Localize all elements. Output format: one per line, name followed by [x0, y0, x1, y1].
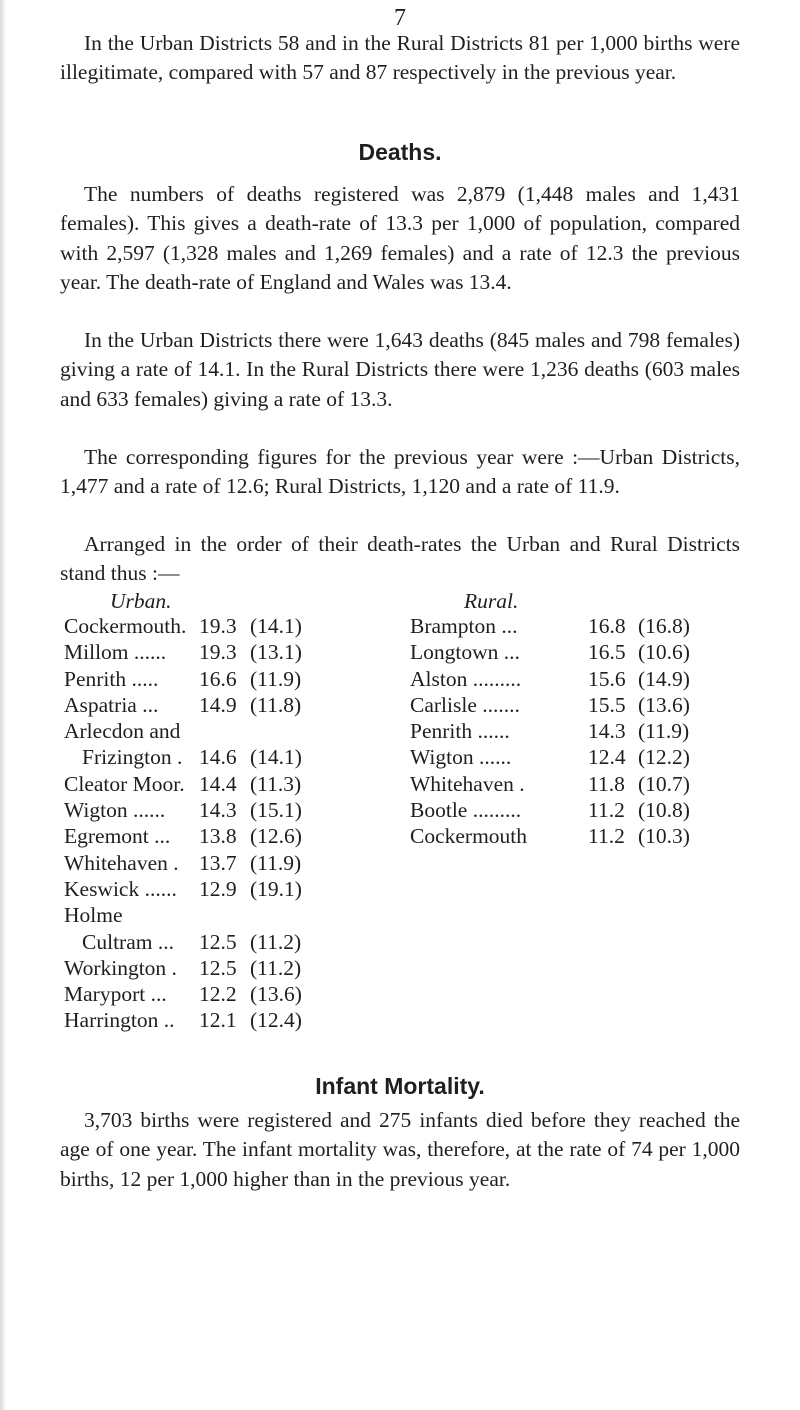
deaths-paragraph-2: In the Urban Districts there were 1,643 deaths (845 males and 798 females) giving a rate of 14.1. In the Rural Districts there were 1,236 deaths (603 males and 633 females) giving a rate of 13.3. — [60, 328, 740, 411]
death-rate: 11.2 — [588, 824, 625, 849]
deaths-paragraph-3: The corresponding figures for the previous year were :—Urban Districts, 1,477 and a rate of 12.6; Rural Districts, 1,120 and a rate of 11.9. — [60, 445, 740, 499]
previous-year-rate: (11.9) — [638, 719, 690, 744]
death-rate: 15.6 — [588, 666, 626, 691]
death-rate: 13.7 — [199, 850, 237, 875]
table-row — [64, 876, 334, 902]
previous-year-rate: (13.1) — [250, 640, 302, 665]
district-name: Harrington .. — [64, 1008, 175, 1033]
district-name: Cockermouth. — [64, 614, 187, 638]
table-row — [410, 718, 730, 744]
death-rate: 15.5 — [588, 692, 626, 717]
table-row — [410, 692, 730, 718]
district-name: Holme — [64, 903, 123, 928]
district-name: Wigton ...... — [410, 745, 512, 770]
table-row — [64, 850, 334, 876]
table-row — [410, 613, 730, 639]
table-row — [64, 823, 334, 849]
table-row — [64, 692, 334, 718]
district-name: Wigton ...... — [64, 798, 166, 823]
death-rate: 19.3 — [199, 640, 237, 665]
infant-mortality-paragraph: 3,703 births were registered and 275 infants died before they reached the age of one year. The infant mortality was, therefore, at the rate of 74 per 1,000 births, 12 per 1,000 higher than in the previous year. — [60, 1108, 740, 1191]
table-row — [410, 823, 730, 849]
death-rate: 12.9 — [199, 876, 237, 901]
previous-year-rate: (14.1) — [250, 745, 302, 770]
previous-year-rate: (12.4) — [250, 1008, 302, 1033]
death-rate: 14.6 — [199, 745, 237, 770]
district-name: Penrith ...... — [410, 719, 510, 744]
district-name: Aspatria ... — [64, 692, 159, 717]
deaths-heading: Deaths. — [358, 139, 442, 165]
table-row — [64, 955, 334, 981]
death-rate: 12.4 — [588, 745, 626, 770]
previous-year-rate: (10.6) — [638, 640, 690, 665]
table-row — [64, 929, 334, 955]
previous-year-rate: (19.1) — [250, 876, 302, 901]
death-rate: 14.4 — [199, 771, 237, 796]
death-rate: 12.1 — [199, 1008, 237, 1033]
table-row — [64, 771, 334, 797]
district-name: Workington . — [64, 955, 177, 980]
previous-year-rate: (11.2) — [250, 929, 302, 954]
page-spine-shadow — [0, 0, 6, 1410]
death-rate: 16.6 — [199, 666, 237, 691]
table-row — [64, 613, 334, 639]
previous-year-rate: (14.9) — [638, 666, 690, 691]
rural-column-heading: Rural. — [464, 589, 519, 613]
previous-year-rate: (10.7) — [638, 771, 690, 796]
table-row — [410, 797, 730, 823]
table-row — [64, 718, 334, 744]
death-rate: 16.8 — [588, 614, 626, 638]
district-name: Alston ......... — [410, 666, 522, 691]
deaths-paragraph-1: The numbers of deaths registered was 2,879 (1,448 males and 1,431 females). This gives a death-rate of 13.3 per 1,000 of population, compared with 2,597 (1,328 males and 1,269 females) and a rate of 12.3 the previous year. The death-rate of England and Wales was 13.4. — [60, 182, 740, 295]
table-row — [410, 744, 730, 770]
table-row — [64, 744, 334, 770]
table-row — [410, 639, 730, 665]
death-rate: 19.3 — [199, 614, 237, 638]
death-rate: 14.3 — [588, 719, 626, 744]
page-number: 7 — [394, 5, 406, 31]
table-row — [64, 666, 334, 692]
previous-year-rate: (10.8) — [638, 798, 690, 823]
district-name: Keswick ...... — [64, 876, 177, 901]
district-name: Frizington . — [82, 745, 183, 770]
table-row — [64, 639, 334, 665]
death-rate: 14.3 — [199, 798, 237, 823]
death-rate: 16.5 — [588, 640, 626, 665]
district-name: Cleator Moor. — [64, 771, 185, 796]
death-rate: 13.8 — [199, 824, 237, 849]
death-rate: 12.2 — [199, 982, 237, 1007]
district-name: Arlecdon and — [64, 719, 181, 744]
district-name: Penrith ..... — [64, 666, 159, 691]
table-row — [410, 666, 730, 692]
table-row — [64, 1007, 334, 1033]
district-name: Brampton ... — [410, 614, 518, 638]
previous-year-rate: (13.6) — [638, 692, 690, 717]
previous-year-rate: (11.9) — [250, 666, 302, 691]
rural-death-rate-table — [410, 613, 730, 850]
death-rate: 12.5 — [199, 929, 237, 954]
table-row — [64, 902, 334, 928]
urban-column-heading: Urban. — [110, 589, 172, 613]
death-rate: 11.2 — [588, 798, 625, 823]
deaths-paragraph-4: Arranged in the order of their death-rates the Urban and Rural Districts stand thus :— — [60, 532, 740, 586]
district-name: Millom ...... — [64, 640, 167, 665]
previous-year-rate: (10.3) — [638, 824, 690, 849]
previous-year-rate: (14.1) — [250, 614, 302, 638]
district-name: Longtown ... — [410, 640, 520, 665]
previous-year-rate: (15.1) — [250, 798, 302, 823]
previous-year-rate: (11.2) — [250, 955, 302, 980]
table-row — [64, 981, 334, 1007]
district-name: Cockermouth — [410, 824, 528, 849]
infant-mortality-heading: Infant Mortality. — [315, 1073, 485, 1099]
district-name: Egremont ... — [64, 824, 171, 849]
death-rate: 11.8 — [588, 771, 625, 796]
death-rate: 12.5 — [199, 955, 237, 980]
previous-year-rate: (13.6) — [250, 982, 302, 1007]
district-name: Maryport ... — [64, 982, 167, 1007]
table-row — [410, 771, 730, 797]
urban-death-rate-table — [64, 613, 334, 1034]
previous-year-rate: (12.2) — [638, 745, 690, 770]
previous-year-rate: (11.9) — [250, 850, 302, 875]
previous-year-rate: (16.8) — [638, 614, 690, 638]
illegitimacy-paragraph: In the Urban Districts 58 and in the Rural Districts 81 per 1,000 births were illegitimate, compared with 57 and 87 respectively in the previous year. — [60, 31, 740, 85]
previous-year-rate: (12.6) — [250, 824, 302, 849]
district-name: Bootle ......... — [410, 798, 522, 823]
previous-year-rate: (11.8) — [250, 692, 302, 717]
previous-year-rate: (11.3) — [250, 771, 302, 796]
district-name: Whitehaven . — [410, 771, 525, 796]
death-rate: 14.9 — [199, 692, 237, 717]
district-name: Whitehaven . — [64, 850, 179, 875]
district-name: Cultram ... — [82, 929, 174, 954]
table-row — [64, 797, 334, 823]
district-name: Carlisle ....... — [410, 692, 520, 717]
